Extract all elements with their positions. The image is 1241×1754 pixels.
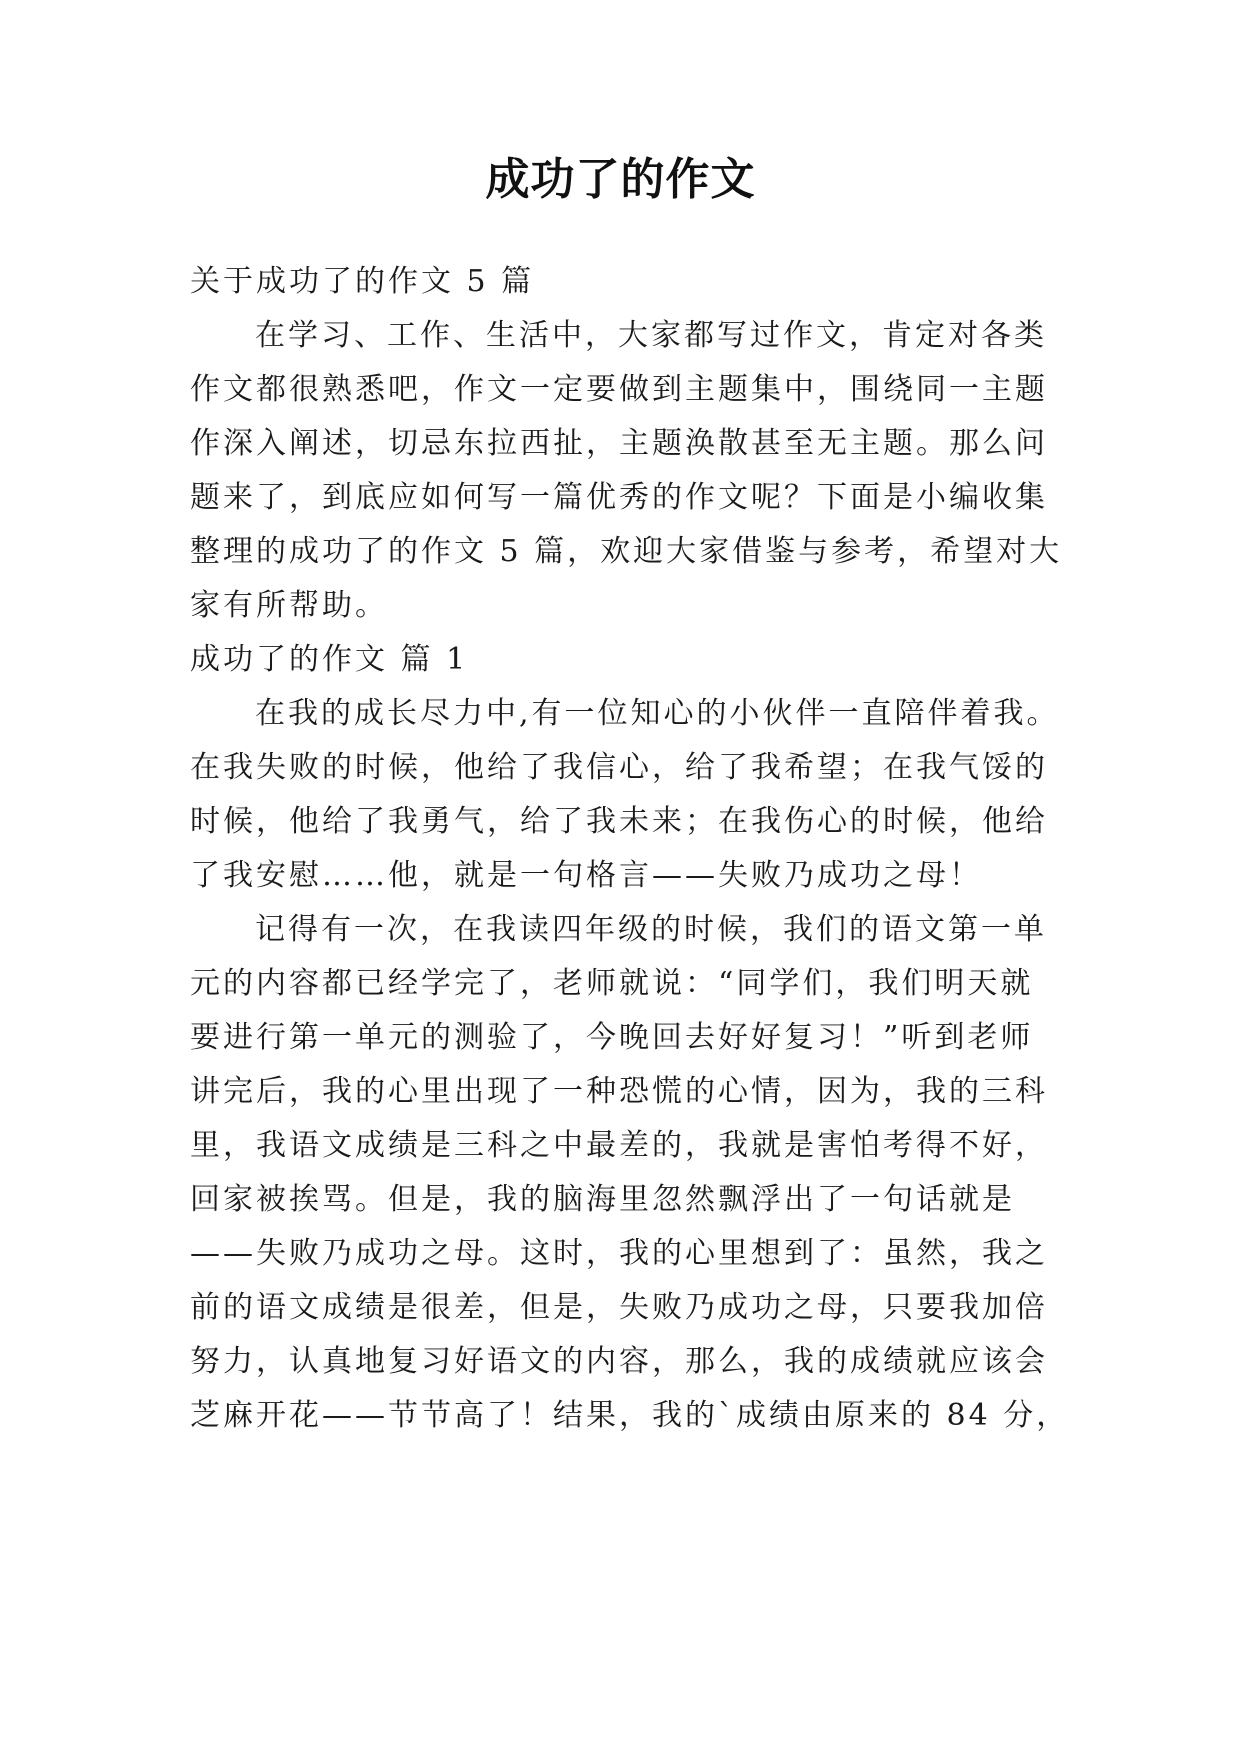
para1-line-3: 时候，他给了我勇气，给了我未来；在我伤心的时候，他给 [190, 804, 1048, 839]
intro-line-2: 作文都很熟悉吧，作文一定要做到主题集中，围绕同一主题 [190, 372, 1048, 407]
intro-line-1: 在学习、工作、生活中，大家都写过作文，肯定对各类 [255, 318, 1047, 353]
para1-line-1: 在我的成长尽力中,有一位知心的小伙伴一直陪伴着我。 [255, 696, 1060, 731]
section-heading: 成功了的作文 篇 1 [190, 642, 469, 677]
para2-line-3: 要进行第一单元的测验了，今晚回去好好复习！”听到老师 [190, 1020, 1034, 1055]
intro-line-6: 家有所帮助。 [190, 588, 388, 623]
para1-line-4: 了我安慰……他，就是一句格言——失败乃成功之母！ [190, 858, 982, 893]
document-title: 成功了的作文 [485, 154, 756, 205]
para1-line-2: 在我失败的时候，他给了我信心，给了我希望；在我气馁的 [190, 750, 1048, 785]
para2-line-1: 记得有一次，在我读四年级的时候，我们的语文第一单 [255, 912, 1047, 947]
para2-line-10: 芝麻开花——节节高了！结果，我的`成绩由原来的 84 分， [190, 1398, 1070, 1433]
para2-line-7: ——失败乃成功之母。这时，我的心里想到了：虽然，我之 [190, 1236, 1048, 1271]
intro-line-5: 整理的成功了的作文 5 篇，欢迎大家借鉴与参考，希望对大 [190, 534, 1063, 569]
para2-line-4: 讲完后，我的心里出现了一种恐慌的心情，因为，我的三科 [190, 1074, 1048, 1109]
subtitle-line: 关于成功了的作文 5 篇 [190, 264, 535, 299]
para2-line-8: 前的语文成绩是很差，但是，失败乃成功之母，只要我加倍 [190, 1290, 1048, 1325]
intro-line-4: 题来了，到底应如何写一篇优秀的作文呢？下面是小编收集 [190, 480, 1048, 515]
intro-line-3: 作深入阐述，切忌东拉西扯，主题涣散甚至无主题。那么问 [190, 426, 1048, 461]
para2-line-6: 回家被挨骂。但是，我的脑海里忽然飘浮出了一句话就是 [190, 1182, 1015, 1217]
para2-line-9: 努力，认真地复习好语文的内容，那么，我的成绩就应该会 [190, 1344, 1048, 1379]
para2-line-2: 元的内容都已经学完了，老师就说：“同学们，我们明天就 [190, 966, 1034, 1001]
para2-line-5: 里，我语文成绩是三科之中最差的，我就是害怕考得不好， [190, 1128, 1048, 1163]
